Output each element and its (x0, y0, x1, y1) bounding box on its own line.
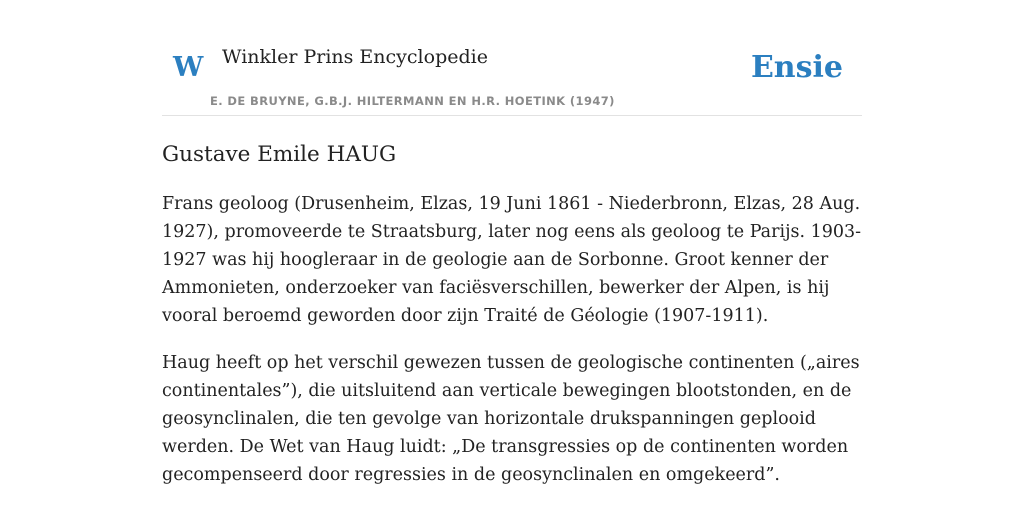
article-paragraph-1: Frans geoloog (Drusenheim, Elzas, 19 Juni 1861 - Niederbronn, Elzas, 28 Aug. 1927), promoveerde te Straatsburg, later nog eens als geoloog te Parijs. 1903-1927 was hij hoogleraar in de geologie aan de Sorbonne. Groot kenner der Ammonieten, onderzoeker van faciësverschillen, bewerker der Alpen, is hij vooral beroemd geworden door zijn Traité de Géologie (1907-1911). (162, 194, 862, 326)
site-header (162, 40, 862, 116)
article-title: Gustave Emile HAUG (162, 142, 397, 167)
article-content (162, 138, 862, 489)
encyclopedia-title-link[interactable]: Winkler Prins Encyclopedie (222, 46, 488, 68)
authors-subtitle: E. DE BRUYNE, G.B.J. HILTERMANN EN H.R. HOETINK (1947) (210, 94, 615, 108)
ensie-logo-link[interactable]: Ensie (750, 50, 843, 85)
article-paragraph-2: Haug heeft op het verschil gewezen tussen de geologische continenten („aires continentales”), die uitsluitend aan verticale bewegingen blootstonden, en de geosynclinalen, die ten gevolge van horizontale drukspanningen geplooid werden. De Wet van Haug luidt: „De transgressies op de continenten worden gecompenseerd door regressies in de geosynclinalen en omgekeerd”. (162, 353, 860, 485)
winkler-prins-logo[interactable]: W (173, 52, 204, 83)
